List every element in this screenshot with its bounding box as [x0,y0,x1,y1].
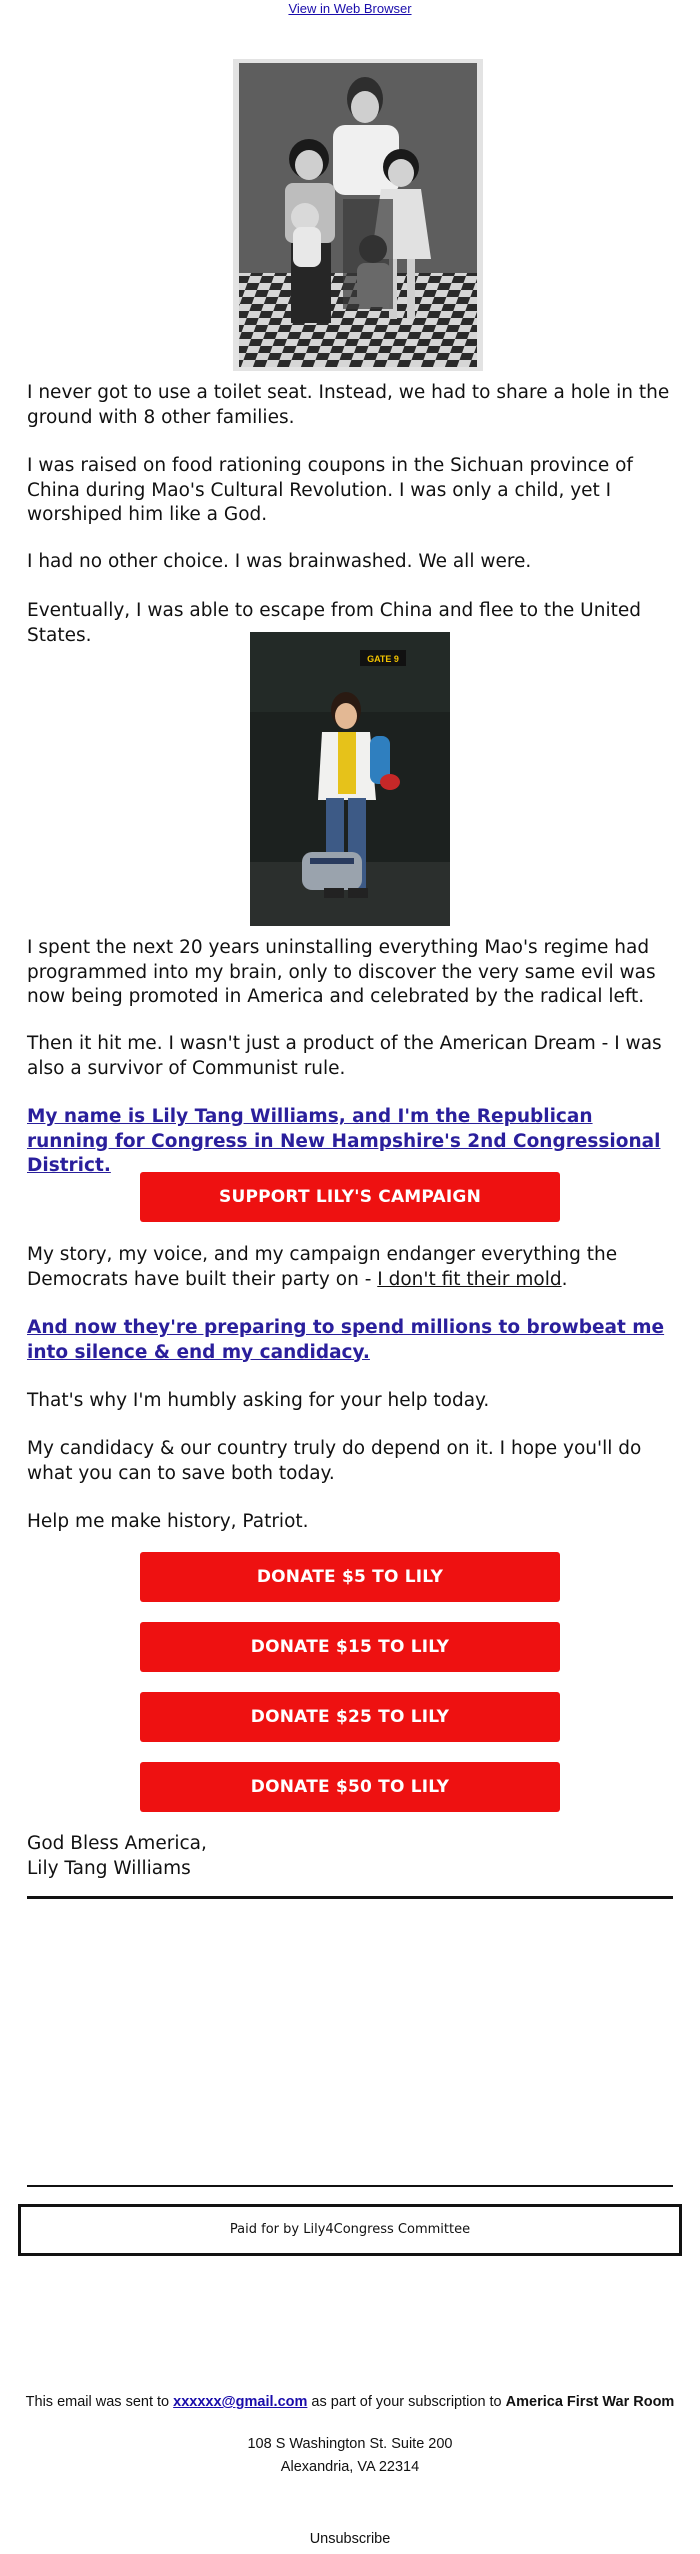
support-campaign-button[interactable]: SUPPORT LILY'S CAMPAIGN [140,1172,560,1222]
unsubscribe-link[interactable]: Unsubscribe [309,2531,391,2547]
silence-candidacy-link[interactable]: And now they're preparing to spend millions to browbeat me into silence & end my candidacy. [27,1317,665,1363]
story-paragraph-7-end: . [561,1268,568,1290]
gate-sign: GATE 9 [367,654,399,664]
address-line-2: Alexandria, VA 22314 [280,2459,420,2475]
donate-5-button[interactable]: DONATE $5 TO LILY [140,1552,560,1602]
recipient-email-link[interactable]: xxxxxx@gmail.com [173,2394,308,2410]
story-paragraph-7-text: My story, my voice, and my campaign endanger everything the Democrats have built their party on - [27,1244,618,1290]
signoff [27,1832,675,1881]
airport-photo [250,632,450,926]
donate-50-button[interactable]: DONATE $50 TO LILY [140,1762,560,1812]
donate-25-button[interactable]: DONATE $25 TO LILY [140,1692,560,1742]
story-paragraph-3: I had no other choice. I was brainwashed. We all were. [27,551,532,572]
story-paragraph-8: That's why I'm humbly asking for your help today. [27,1390,490,1411]
story-paragraph-6: Then it hit me. I wasn't just a product of the American Dream - I was also a survivor of Communist rule. [27,1033,662,1079]
donate-15-button[interactable]: DONATE $15 TO LILY [140,1622,560,1672]
family-photo [233,59,483,371]
story-paragraph-4: Eventually, I was able to escape from China and flee to the United States. [27,600,641,646]
story-paragraph-9: My candidacy & our country truly do depend on it. I hope you'll do what you can to save both today. [27,1438,642,1484]
view-in-browser-link[interactable]: View in Web Browser [288,1,412,16]
story-paragraph-7 [27,1243,675,1292]
divider-bottom [27,2185,673,2187]
subscription-notice [0,2394,700,2410]
story-paragraph-1: I never got to use a toilet seat. Instead, we had to share a hole in the ground with 8 other families. [27,382,670,428]
divider-top [27,1896,673,1899]
story-paragraph-10: Help me make history, Patriot. [27,1511,309,1532]
address-line-1: 108 S Washington St. Suite 200 [247,2436,453,2452]
paid-for-disclaimer: Paid for by Lily4Congress Committee [18,2204,682,2256]
signoff-line-1: God Bless America, [27,1833,207,1854]
organization-name: America First War Room [505,2394,675,2410]
subscription-prefix: This email was sent to [25,2394,174,2410]
story-paragraph-5: I spent the next 20 years uninstalling everything Mao's regime had programmed into my brain, only to discover the very same evil was now being promoted in America and celebrated by the radical left. [27,937,656,1007]
signoff-line-2: Lily Tang Williams [27,1857,191,1879]
subscription-middle: as part of your subscription to [307,2394,506,2410]
story-paragraph-2: I was raised on food rationing coupons in the Sichuan province of China during Mao's Cultural Revolution. I was only a child, yet I worshiped him like a God. [27,455,633,525]
dont-fit-mold-link[interactable]: I don't fit their mold [377,1268,562,1290]
candidate-intro-link[interactable]: My name is Lily Tang Williams, and I'm the Republican running for Congress in New Hampshire's 2nd Congressional District. [27,1106,661,1176]
